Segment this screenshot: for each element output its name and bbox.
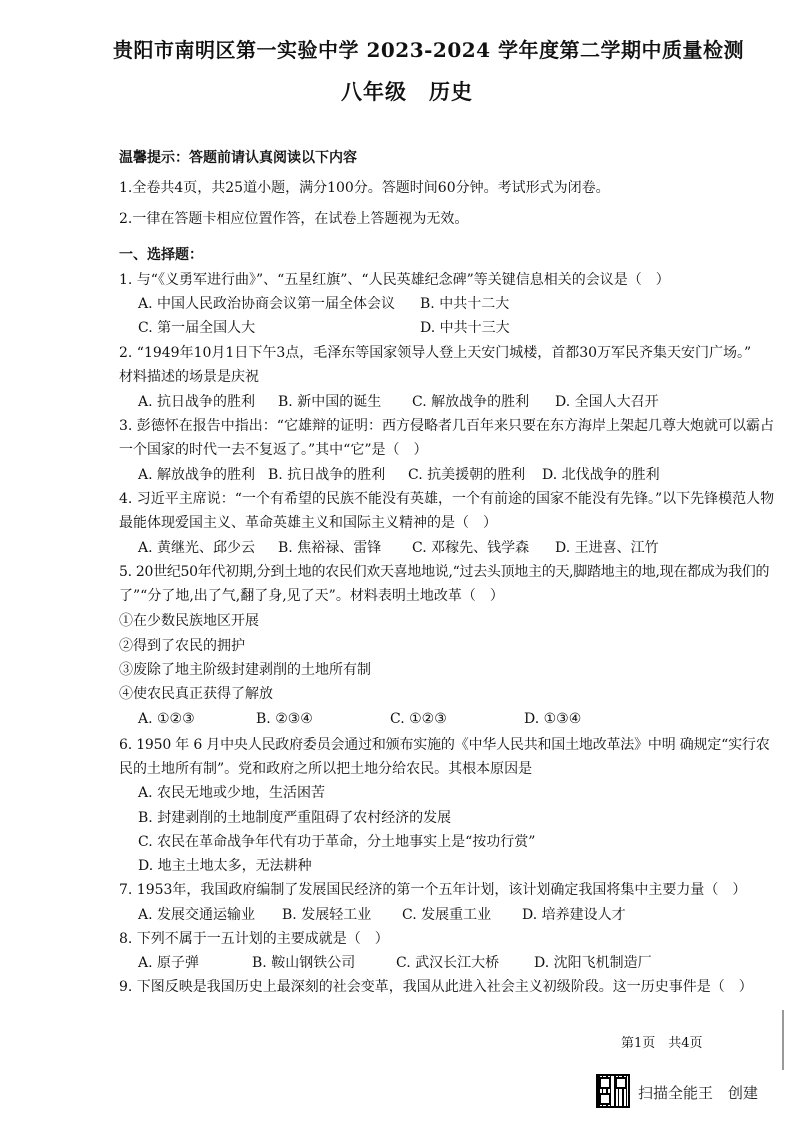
notice-item-1: 1.全卷共4页，共25道小题，满分100分。答题时间60分钟。考试形式为闭卷。 bbox=[119, 180, 610, 196]
q4-option-c: C. 邓稼先、钱学森 bbox=[412, 540, 530, 556]
q4-option-a: A. 黄继光、邱少云 bbox=[138, 540, 256, 556]
question-6-stem-line-2: 民的土地所有制”。党和政府之所以把土地分给农民。其根本原因是 bbox=[119, 761, 533, 777]
q7-option-a: A. 发展交通运输业 bbox=[138, 907, 256, 923]
q2-option-b: B. 新中国的诞生 bbox=[278, 394, 382, 410]
question-4-stem-line-2: 最能体现爱国主义、革命英雄主义和国际主义精神的是（ ） bbox=[119, 515, 497, 531]
question-4-stem-line-1: 4. 习近平主席说：“一个有希望的民族不能没有英雄，一个有前途的国家不能没有先锋。”以下先锋模范人物 bbox=[119, 491, 775, 507]
scanner-watermark: 扫描全能王 创建 bbox=[638, 1084, 759, 1102]
q3-option-a: A. 解放战争的胜利 bbox=[138, 467, 256, 483]
q7-option-b: B. 发展轻工业 bbox=[282, 907, 372, 923]
scan-edge-shadow bbox=[782, 1010, 794, 1070]
q5-option-d: D. ①③④ bbox=[524, 711, 582, 727]
section-heading: 一、选择题： bbox=[119, 247, 203, 263]
q7-option-d: D. 培养建设人才 bbox=[522, 907, 626, 923]
q6-option-b: B. 封建剥削的土地制度严重阻碍了农村经济的发展 bbox=[138, 810, 452, 826]
q5-option-b: B. ②③④ bbox=[256, 711, 313, 727]
q5-statement-4: ④使农民真正获得了解放 bbox=[119, 686, 273, 702]
q1-option-b: B. 中共十二大 bbox=[420, 296, 510, 312]
exam-subtitle: 八年级 历史 bbox=[341, 79, 473, 104]
question-1-stem: 1. 与“《义勇军进行曲》”、“五星红旗”、“人民英雄纪念碑”等关键信息相关的会议是（ ） bbox=[119, 272, 670, 288]
question-3-stem-line-1: 3. 彭德怀在报告中指出：“它雄辩的证明：西方侵略者几百年来只要在东方海岸上架起几尊大炮就可以霸占 bbox=[119, 418, 774, 434]
exam-title: 贵阳市南明区第一实验中学 2023-2024 学年度第二学期中质量检测 bbox=[113, 38, 745, 62]
page-number: 第1页 共4页 bbox=[621, 1036, 703, 1051]
q2-option-d: D. 全国人大召开 bbox=[555, 394, 659, 410]
q6-option-d: D. 地主土地太多，无法耕种 bbox=[138, 858, 312, 874]
q1-option-d: D. 中共十三大 bbox=[420, 320, 510, 336]
q5-statement-3: ③废除了地主阶级封建剥削的土地所有制 bbox=[119, 662, 371, 678]
qr-code-icon bbox=[596, 1074, 630, 1108]
question-8-stem: 8. 下列不属于一五计划的主要成就是（ ） bbox=[119, 931, 389, 947]
q3-option-d: D. 北伐战争的胜利 bbox=[542, 467, 660, 483]
question-6-stem-line-1: 6. 1950 年 6 月中央人民政府委员会通过和颁布实施的《中华人民共和国土地改革法》中明 确规定“实行农 bbox=[119, 737, 770, 753]
question-2-stem-line-2: 材料描述的场景是庆祝 bbox=[119, 369, 259, 385]
q5-option-c: C. ①②③ bbox=[390, 711, 447, 727]
q8-option-a: A. 原子弹 bbox=[138, 955, 200, 971]
q4-option-d: D. 王进喜、江竹 bbox=[555, 540, 659, 556]
question-5-stem-line-1: 5. 20世纪50年代初期,分到土地的农民们欢天喜地地说,“过去头顶地主的天,脚踏地主的地,现在都成为我们的 bbox=[119, 564, 770, 580]
q5-option-a: A. ①②③ bbox=[138, 711, 195, 727]
q2-option-a: A. 抗日战争的胜利 bbox=[138, 394, 256, 410]
question-7-stem: 7. 1953年，我国政府编制了发展国民经济的第一个五年计划，该计划确定我国将集中主要力量（ ） bbox=[119, 882, 747, 898]
q6-option-c: C. 农民在革命战争年代有功于革命，分土地事实上是“按功行赏” bbox=[138, 834, 536, 850]
q6-option-a: A. 农民无地或少地，生活困苦 bbox=[138, 785, 326, 801]
q3-option-b: B. 抗日战争的胜利 bbox=[268, 467, 386, 483]
notice-heading: 温馨提示：答题前请认真阅读以下内容 bbox=[119, 150, 357, 166]
q8-option-d: D. 沈阳飞机制造厂 bbox=[534, 955, 652, 971]
q5-statement-1: ①在少数民族地区开展 bbox=[119, 613, 259, 629]
q4-option-b: B. 焦裕禄、雷锋 bbox=[278, 540, 382, 556]
q8-option-c: C. 武汉长江大桥 bbox=[396, 955, 500, 971]
q8-option-b: B. 鞍山钢铁公司 bbox=[252, 955, 356, 971]
question-5-stem-line-2: 了”“分了地,出了气,翻了身,见了天”。材料表明土地改革（ ） bbox=[119, 588, 504, 604]
question-2-stem-line-1: 2. “1949年10月1日下午3点，毛泽东等国家领导人登上天安门城楼，首都30万军民齐集天安门广场。” bbox=[119, 345, 752, 361]
q2-option-c: C. 解放战争的胜利 bbox=[412, 394, 530, 410]
q1-option-c: C. 第一届全国人大 bbox=[138, 320, 256, 336]
question-9-stem: 9. 下图反映是我国历史上最深刻的社会变革，我国从此进入社会主义初级阶段。这一历史事件是（ ） bbox=[119, 979, 753, 995]
q5-statement-2: ②得到了农民的拥护 bbox=[119, 638, 245, 654]
q3-option-c: C. 抗美援朝的胜利 bbox=[408, 467, 526, 483]
q1-option-a: A. 中国人民政治协商会议第一届全体会议 bbox=[138, 296, 396, 312]
notice-item-2: 2.一律在答题卡相应位置作答，在试卷上答题视为无效。 bbox=[119, 211, 469, 227]
q7-option-c: C. 发展重工业 bbox=[402, 907, 492, 923]
question-3-stem-line-2: 一个国家的时代一去不复返了。”其中“它”是（ ） bbox=[119, 442, 428, 458]
